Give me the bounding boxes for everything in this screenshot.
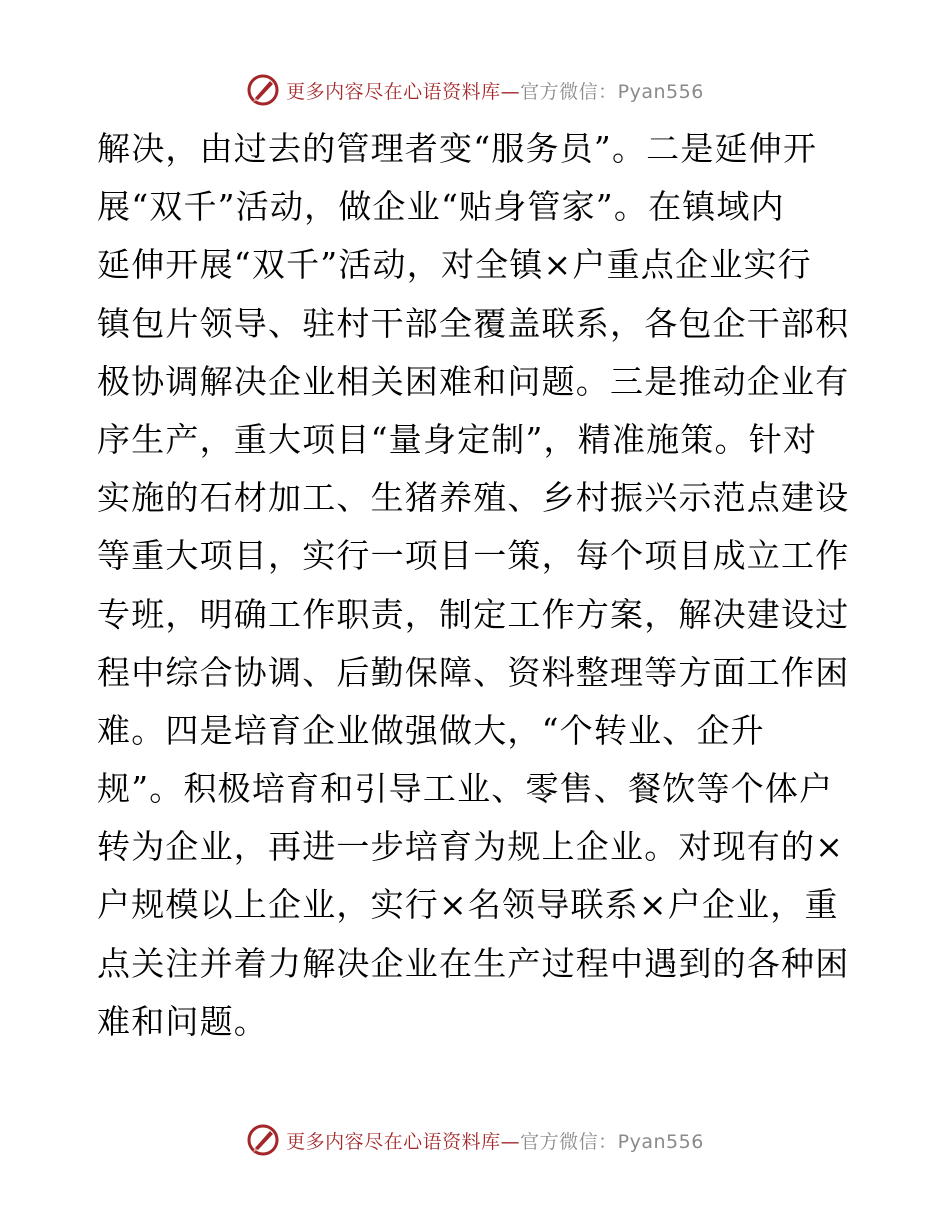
footer-banner-text [286,1127,704,1154]
footer-dash: — [500,1130,521,1153]
document-line: 难。四是培育企业做强做大，“个转业、企升 [97,710,765,750]
header-wechat-text: 官方微信：Pyan556 [520,80,704,103]
document-line: 程中综合协调、后勤保障、资料整理等方面工作困 [97,652,850,692]
document-line: 展“双千”活动，做企业“贴身管家”。在镇域内 [97,187,785,227]
header-dash: — [500,80,521,103]
document-line: 点关注并着力解决企业在生产过程中遇到的各种困 [97,943,850,983]
pen-logo-icon [246,73,280,107]
document-line: 延伸开展“双千”活动，对全镇×户重点企业实行 [97,245,812,285]
document-line: 极协调解决企业相关困难和问题。三是推动企业有 [97,361,850,401]
document-line: 专班，明确工作职责，制定工作方案，解决建设过 [97,594,850,634]
footer-banner [0,1120,950,1160]
document-line: 序生产，重大项目“量身定制”，精准施策。针对 [97,419,818,459]
document-line: 解决，由过去的管理者变“服务员”。二是延伸开 [97,129,818,168]
document-line: 镇包片领导、驻村干部全覆盖联系，各包企干部积 [97,303,850,343]
header-banner [0,70,950,110]
document-line: 难和问题。 [97,1001,268,1041]
document-line: 实施的石材加工、生猪养殖、乡村振兴示范点建设 [97,478,850,518]
footer-wechat-text: 官方微信：Pyan556 [520,1130,704,1153]
document-line: 等重大项目，实行一项目一策，每个项目成立工作 [97,536,850,576]
document-line: 转为企业，再进一步培育为规上企业。对现有的× [97,827,845,867]
document-line: 规”。积极培育和引导工业、零售、餐饮等个体户 [97,769,834,809]
header-banner-text [286,77,704,104]
header-site-text: 更多内容尽在心语资料库 [286,80,501,103]
footer-site-text: 更多内容尽在心语资料库 [286,1130,501,1153]
pen-logo-icon [246,1123,280,1157]
document-line: 户规模以上企业，实行×名领导联系×户企业，重 [97,885,839,925]
document-body [97,120,857,1051]
